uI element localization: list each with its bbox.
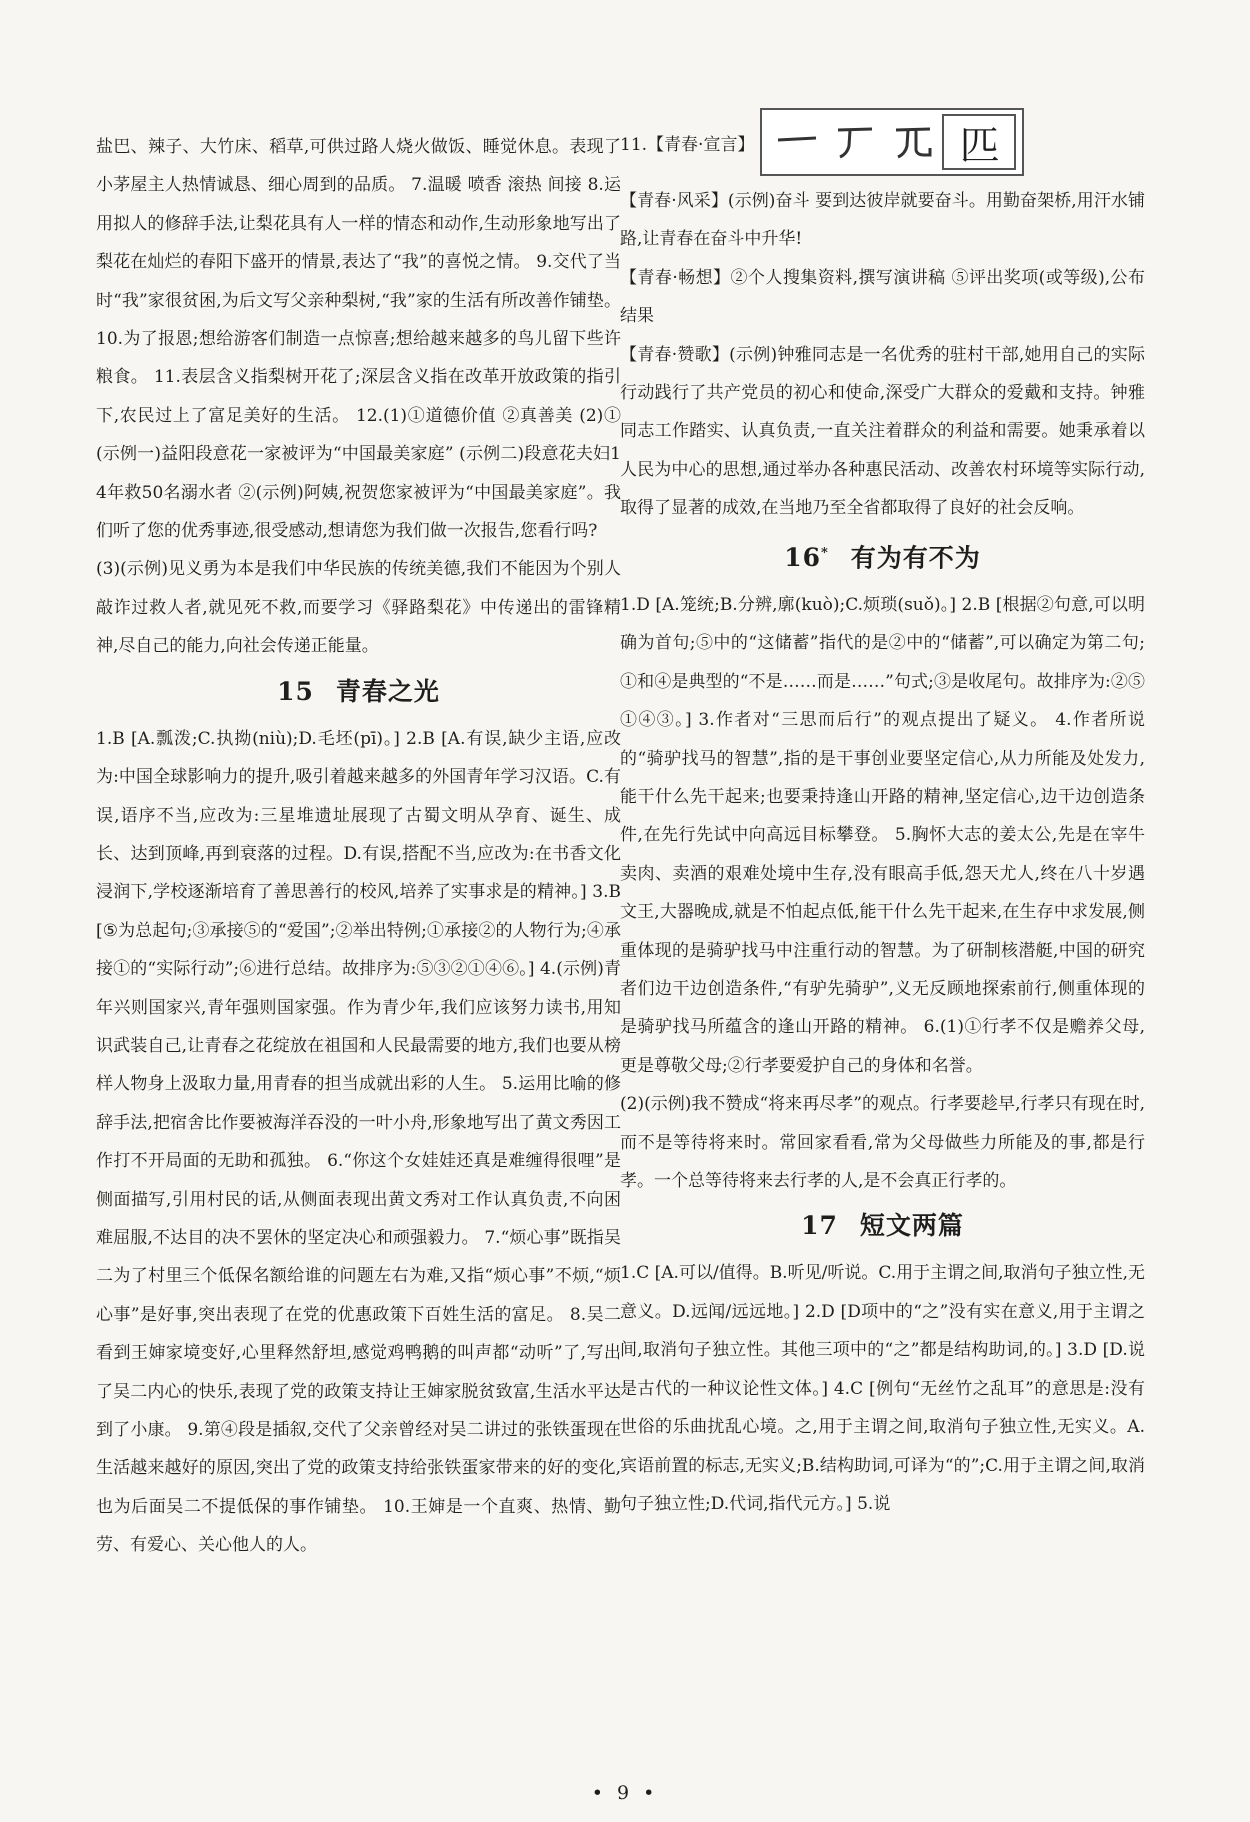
answer-16-6-2: (2)(示例)我不赞成“将来再尽孝”的观点。行孝要趁早,行孝只有现在时,而不是等待将来时。常回家看看,常为父母做些力所能及的事,都是行孝。一个总等待将来去行孝的人,是不会真正行孝的。 [620, 1094, 1145, 1192]
answer-12-3: (3)(示例)见义勇为本是我们中华民族的传统美德,我们不能因为个别人敲诈过救人者,就见死不救,而要学习《驿路梨花》中传递出的雷锋精神,尽自己的能力,向社会传递正能量。 [96, 559, 621, 657]
stroke-step-2 [826, 114, 884, 166]
page-number: • 9 • [591, 1782, 659, 1804]
section-number: 17 [801, 1211, 838, 1241]
section-heading-15 [96, 670, 621, 714]
question-11-label: 11.【青春·宣言】 [620, 134, 755, 155]
section-title: 有为有不为 [850, 542, 981, 572]
answers-17: 1.C [A.可以/值得。B.听见/听说。C.用于主谓之间,取消句子独立性,无意义。D.远闻/远远地。] 2.D [D项中的“之”没有实在意义,用于主谓之间,取消句子独立性。其他三项中的“之”都是结构助词,的。] 3.D [D.说是古代的一种议论性文体。] 4.C [例句“无丝竹之乱耳”的意思是:没有世俗的乐曲扰乱心境。之,用于主谓之间,取消句子独立性,无实义。A.宾语前置的标志,无实义;B.结构助词,可译为“的”;C.用于主谓之间,取消句子独立性;D.代词,指代元方。] 5.说 [620, 1263, 1145, 1514]
optional-mark: * [820, 545, 829, 561]
right-column [620, 122, 1145, 1523]
stroke-final-character: 匹 [942, 114, 1016, 170]
answers-14-continued: 盐巴、辣子、大竹床、稻草,可供过路人烧火做饭、睡觉休息。表现了小茅屋主人热情诚恳、细心周到的品质。 7.温暖 喷香 滚热 间接 8.运用拟人的修辞手法,让梨花具有人一样的情态和动作,生动形象地写出了梨花在灿烂的春阳下盛开的情景,表达了“我”的喜悦之情。 9.交代了当时“我”家很贫困,为后文写父亲种梨树,“我”家的生活有所改善作铺垫。 10.为了报恩;想给游客们制造一点惊喜;想给越来越多的鸟儿留下些许粮食。 11.表层含义指梨树开花了;深层含义指在改革开放政策的指引下,农民过上了富足美好的生活。 12.(1)①道德价值 ②真善美 (2)①(示例一)益阳段意花一家被评为“中国最美家庭” (示例二)段意花夫妇14年救50名溺水者 ②(示例)阿姨,祝贺您家被评为“中国最美家庭”。我们听了您的优秀事迹,很受感动,想请您为我们做一次报告,您看行吗? [96, 137, 621, 542]
stroke-order-figure [760, 108, 1024, 176]
section-title: 短文两篇 [859, 1211, 964, 1241]
youth-vision-answer: 【青春·畅想】②个人搜集资料,撰写演讲稿 ⑤评出奖项(或等级),公布结果 [620, 267, 1145, 327]
answers-16: 1.D [A.笼统;B.分辨,廓(kuò);C.烦琐(suǒ)。] 2.B [根据②句意,可以明确为首句;⑤中的“这储蓄”指代的是②中的“储蓄”,可以确定为第二句;①和④是典型的“不是……而是……”句式;③是收尾句。故排序为:②⑤①④③。] 3.作者对“三思而后行”的观点提出了疑义。 4.作者所说的“骑驴找马的智慧”,指的是干事创业要坚定信心,从力所能及处发力,能干什么先干起来;也要秉持逢山开路的精神,坚定信心,边干边创造条件,在先行先试中向高远目标攀登。 5.胸怀大志的姜太公,先是在宰牛卖肉、卖酒的艰难处境中生存,没有眼高手低,怨天尤人,终在八十岁遇文王,大器晚成,就是不怕起点低,能干什么先干起来,在生存中求发展,侧重体现的是骑驴找马中注重行动的智慧。为了研制核潜艇,中国的研究者们边干边创造条件,“有驴先骑驴”,义无反顾地探索前行,侧重体现的是骑驴找马所蕴含的逢山开路的精神。 6.(1)①行孝不仅是赡养父母,更是尊敬父母;②行孝要爱护自己的身体和名誉。 [620, 594, 1145, 1076]
answers-15: 1.B [A.瓢泼;C.执拗(niù);D.毛坯(pī)。] 2.B [A.有误,缺少主语,应改为:中国全球影响力的提升,吸引着越来越多的外国青年学习汉语。C.有误,语序不当,应改为:三星堆遗址展现了古蜀文明从孕育、诞生、成长、达到顶峰,再到衰落的过程。D.有误,搭配不当,应改为:在书香文化浸润下,学校逐渐培育了善思善行的校风,培养了实事求是的精神。] 3.B [⑤为总起句;③承接⑤的“爱国”;②举出特例;①承接②的人物行为;④承接①的“实际行动”;⑥进行总结。故排序为:⑤③②①④⑥。] 4.(示例)青年兴则国家兴,青年强则国家强。作为青少年,我们应该努力读书,用知识武装自己,让青春之花绽放在祖国和人民最需要的地方,我们也要从榜样人物身上汲取力量,用青春的担当成就出彩的人生。 5.运用比喻的修辞手法,把宿舍比作要被海洋吞没的一叶小舟,形象地写出了黄文秀因工作打不开局面的无助和孤独。 6.“你这个女娃娃还真是难缠得很哩”是侧面描写,引用村民的话,从侧面表现出黄文秀对工作认真负责,不向困难屈服,不达目的决不罢休的坚定决心和顽强毅力。 7.“烦心事”既指吴二为了村里三个低保名额给谁的问题左右为难,又指“烦心事”不烦,“烦心事”是好事,突出表现了在党的优惠政策下百姓生活的富足。 8.吴二看到王婶家境变好,心里释然舒坦,感觉鸡鸭鹅的叫声都“动听”了,写出了吴二内心的快乐,表现了党的政策支持让王婶家脱贫致富,生活水平达到了小康。 9.第④段是插叙,交代了父亲曾经对吴二讲过的张铁蛋现在生活越来越好的原因,突出了党的政策支持给张铁蛋家带来的好的变化,也为后面吴二不提低保的事作铺垫。 10.王婶是一个直爽、热情、勤劳、有爱心、关心他人的人。 [96, 728, 621, 1556]
section-title: 青春之光 [335, 676, 440, 706]
youth-praise-answer: 【青春·赞歌】(示例)钟雅同志是一名优秀的驻村干部,她用自己的实际行动践行了共产党员的初心和使命,深受广大群众的爱戴和支持。钟雅同志工作踏实、认真负责,一直关注着群众的利益和需要。她秉承着以人民为中心的思想,通过举办各种惠民活动、改善农村环境等实际行动,取得了显著的成效,在当地乃至全省都取得了良好的社会反响。 [620, 344, 1145, 519]
left-column [96, 128, 621, 1565]
section-number: 15 [277, 676, 314, 706]
stroke-step-3 [884, 114, 942, 166]
section-number: 16* [784, 542, 829, 572]
question-11-row [620, 102, 1145, 182]
section-heading-16 [620, 532, 1145, 580]
stroke-step-1 [768, 114, 826, 166]
youth-style-answer: 【青春·风采】(示例)奋斗 要到达彼岸就要奋斗。用勤奋架桥,用汗水铺路,让青春在奋斗中升华! [620, 191, 1145, 250]
section-heading-17 [620, 1204, 1145, 1248]
